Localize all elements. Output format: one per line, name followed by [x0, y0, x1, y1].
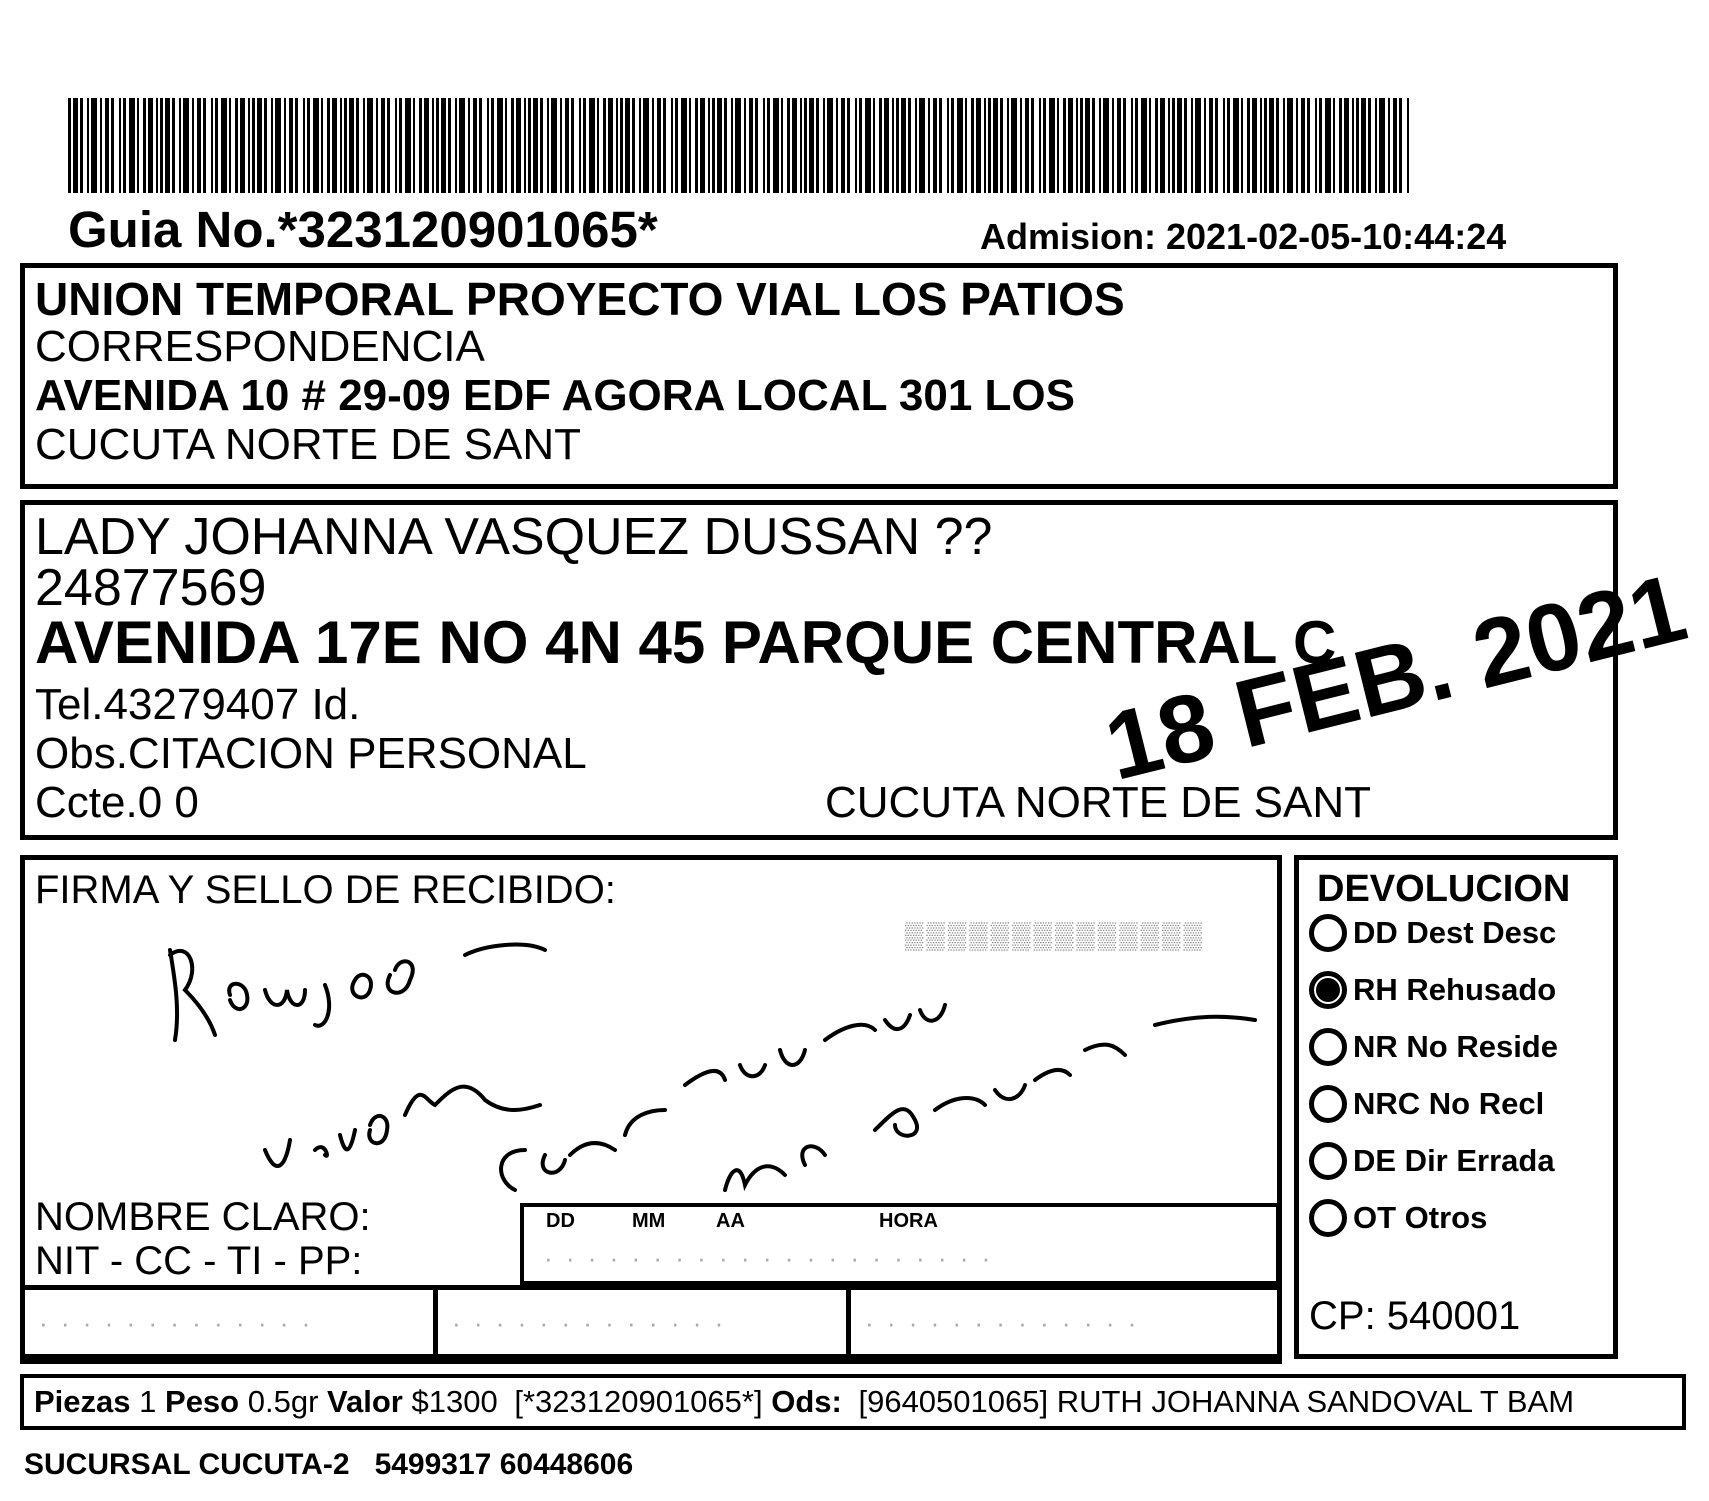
bottom-cell-2 [433, 1285, 851, 1364]
faded-print: · · · · · · · · · · · · · · · · · · · · · [544, 1243, 994, 1273]
guia-ref: [*323120901065*] [514, 1384, 763, 1419]
peso-label: Peso [165, 1384, 240, 1419]
faded-print: ▒▒▒▒▒▒▒▒▒▒▒▒▒▒ [905, 920, 1205, 950]
valor-value: $1300 [411, 1384, 498, 1419]
footer-line [34, 1386, 1574, 1417]
aa-label: AA [716, 1210, 745, 1232]
devolucion-option[interactable] [1309, 915, 1556, 954]
faded-print: · · · · · · · · · · · · · [39, 1308, 314, 1338]
admision-datetime: Admision: 2021-02-05-10:44:24 [980, 216, 1507, 257]
devolucion-option-label: DD Dest Desc [1353, 915, 1557, 950]
devolucion-option-label: OT Otros [1353, 1200, 1488, 1235]
footer-box [20, 1374, 1686, 1430]
barcode [68, 98, 1410, 193]
postal-code: CP: 540001 [1309, 1294, 1521, 1338]
radio-circle-icon[interactable] [1309, 971, 1347, 1009]
ods-label: Ods: [771, 1384, 842, 1419]
radio-circle-icon[interactable] [1309, 1028, 1347, 1066]
radio-circle-icon[interactable] [1309, 1085, 1347, 1123]
receipt-box [20, 855, 1282, 1359]
sender-address: AVENIDA 10 # 29-09 EDF AGORA LOCAL 301 LOS [35, 371, 1075, 420]
devolucion-option[interactable] [1309, 1143, 1555, 1182]
devolucion-box [1294, 855, 1618, 1359]
sender-city: CUCUTA NORTE DE SANT [35, 420, 581, 469]
devolucion-option-label: RH Rehusado [1353, 972, 1557, 1007]
nombre-claro-label: NOMBRE CLARO: [35, 1195, 371, 1239]
recipient-name: LADY JOHANNA VASQUEZ DUSSAN ?? [35, 508, 993, 566]
valor-label: Valor [327, 1384, 403, 1419]
devolucion-option[interactable] [1309, 1200, 1487, 1239]
mm-label: MM [632, 1210, 666, 1232]
devolucion-option[interactable] [1309, 1086, 1544, 1125]
radio-circle-icon[interactable] [1309, 1199, 1347, 1237]
devolucion-option[interactable] [1309, 972, 1556, 1011]
devolucion-option[interactable] [1309, 1029, 1558, 1068]
dd-label: DD [546, 1210, 575, 1232]
receipt-title: FIRMA Y SELLO DE RECIBIDO: [35, 868, 616, 912]
recipient-obs: Obs.CITACION PERSONAL [35, 729, 587, 778]
bottom-cell-1 [20, 1285, 438, 1364]
sender-dept: CORRESPONDENCIA [35, 322, 485, 371]
recipient-city: CUCUTA NORTE DE SANT [825, 778, 1371, 827]
recipient-address: AVENIDA 17E NO 4N 45 PARQUE CENTRAL C [35, 609, 1337, 676]
hora-label: HORA [879, 1210, 938, 1232]
recipient-tel: Tel.43279407 Id. [35, 680, 361, 729]
faded-print: · · · · · · · · · · · · · [452, 1308, 727, 1338]
peso-value: 0.5gr [247, 1384, 319, 1419]
guia-number: Guia No.*323120901065* [68, 201, 658, 258]
recipient-ccte: Ccte.0 0 [35, 778, 199, 827]
piezas-value: 1 [139, 1384, 157, 1419]
devolucion-title: DEVOLUCION [1317, 868, 1571, 910]
piezas-label: Piezas [34, 1384, 131, 1419]
nit-label: NIT - CC - TI - PP: [35, 1239, 363, 1283]
faded-print: · · · · · · · · · · · · · [865, 1308, 1140, 1338]
sender-name: UNION TEMPORAL PROYECTO VIAL LOS PATIOS [35, 273, 1125, 325]
radio-circle-icon[interactable] [1309, 914, 1347, 952]
devolucion-option-label: NRC No Recl [1353, 1086, 1545, 1121]
recipient-id: 24877569 [35, 559, 267, 617]
bottom-cell-3 [846, 1285, 1282, 1364]
sender-box [20, 263, 1618, 489]
ods-value: [9640501065] RUTH JOHANNA SANDOVAL T BAM [858, 1384, 1575, 1419]
sucursal-line: SUCURSAL CUCUTA-2 5499317 60448606 [24, 1448, 634, 1481]
date-stamp: 18 FEB. 2021 [1095, 553, 1696, 801]
radio-circle-icon[interactable] [1309, 1142, 1347, 1180]
devolucion-option-label: DE Dir Errada [1353, 1143, 1555, 1178]
devolucion-option-label: NR No Reside [1353, 1029, 1558, 1064]
